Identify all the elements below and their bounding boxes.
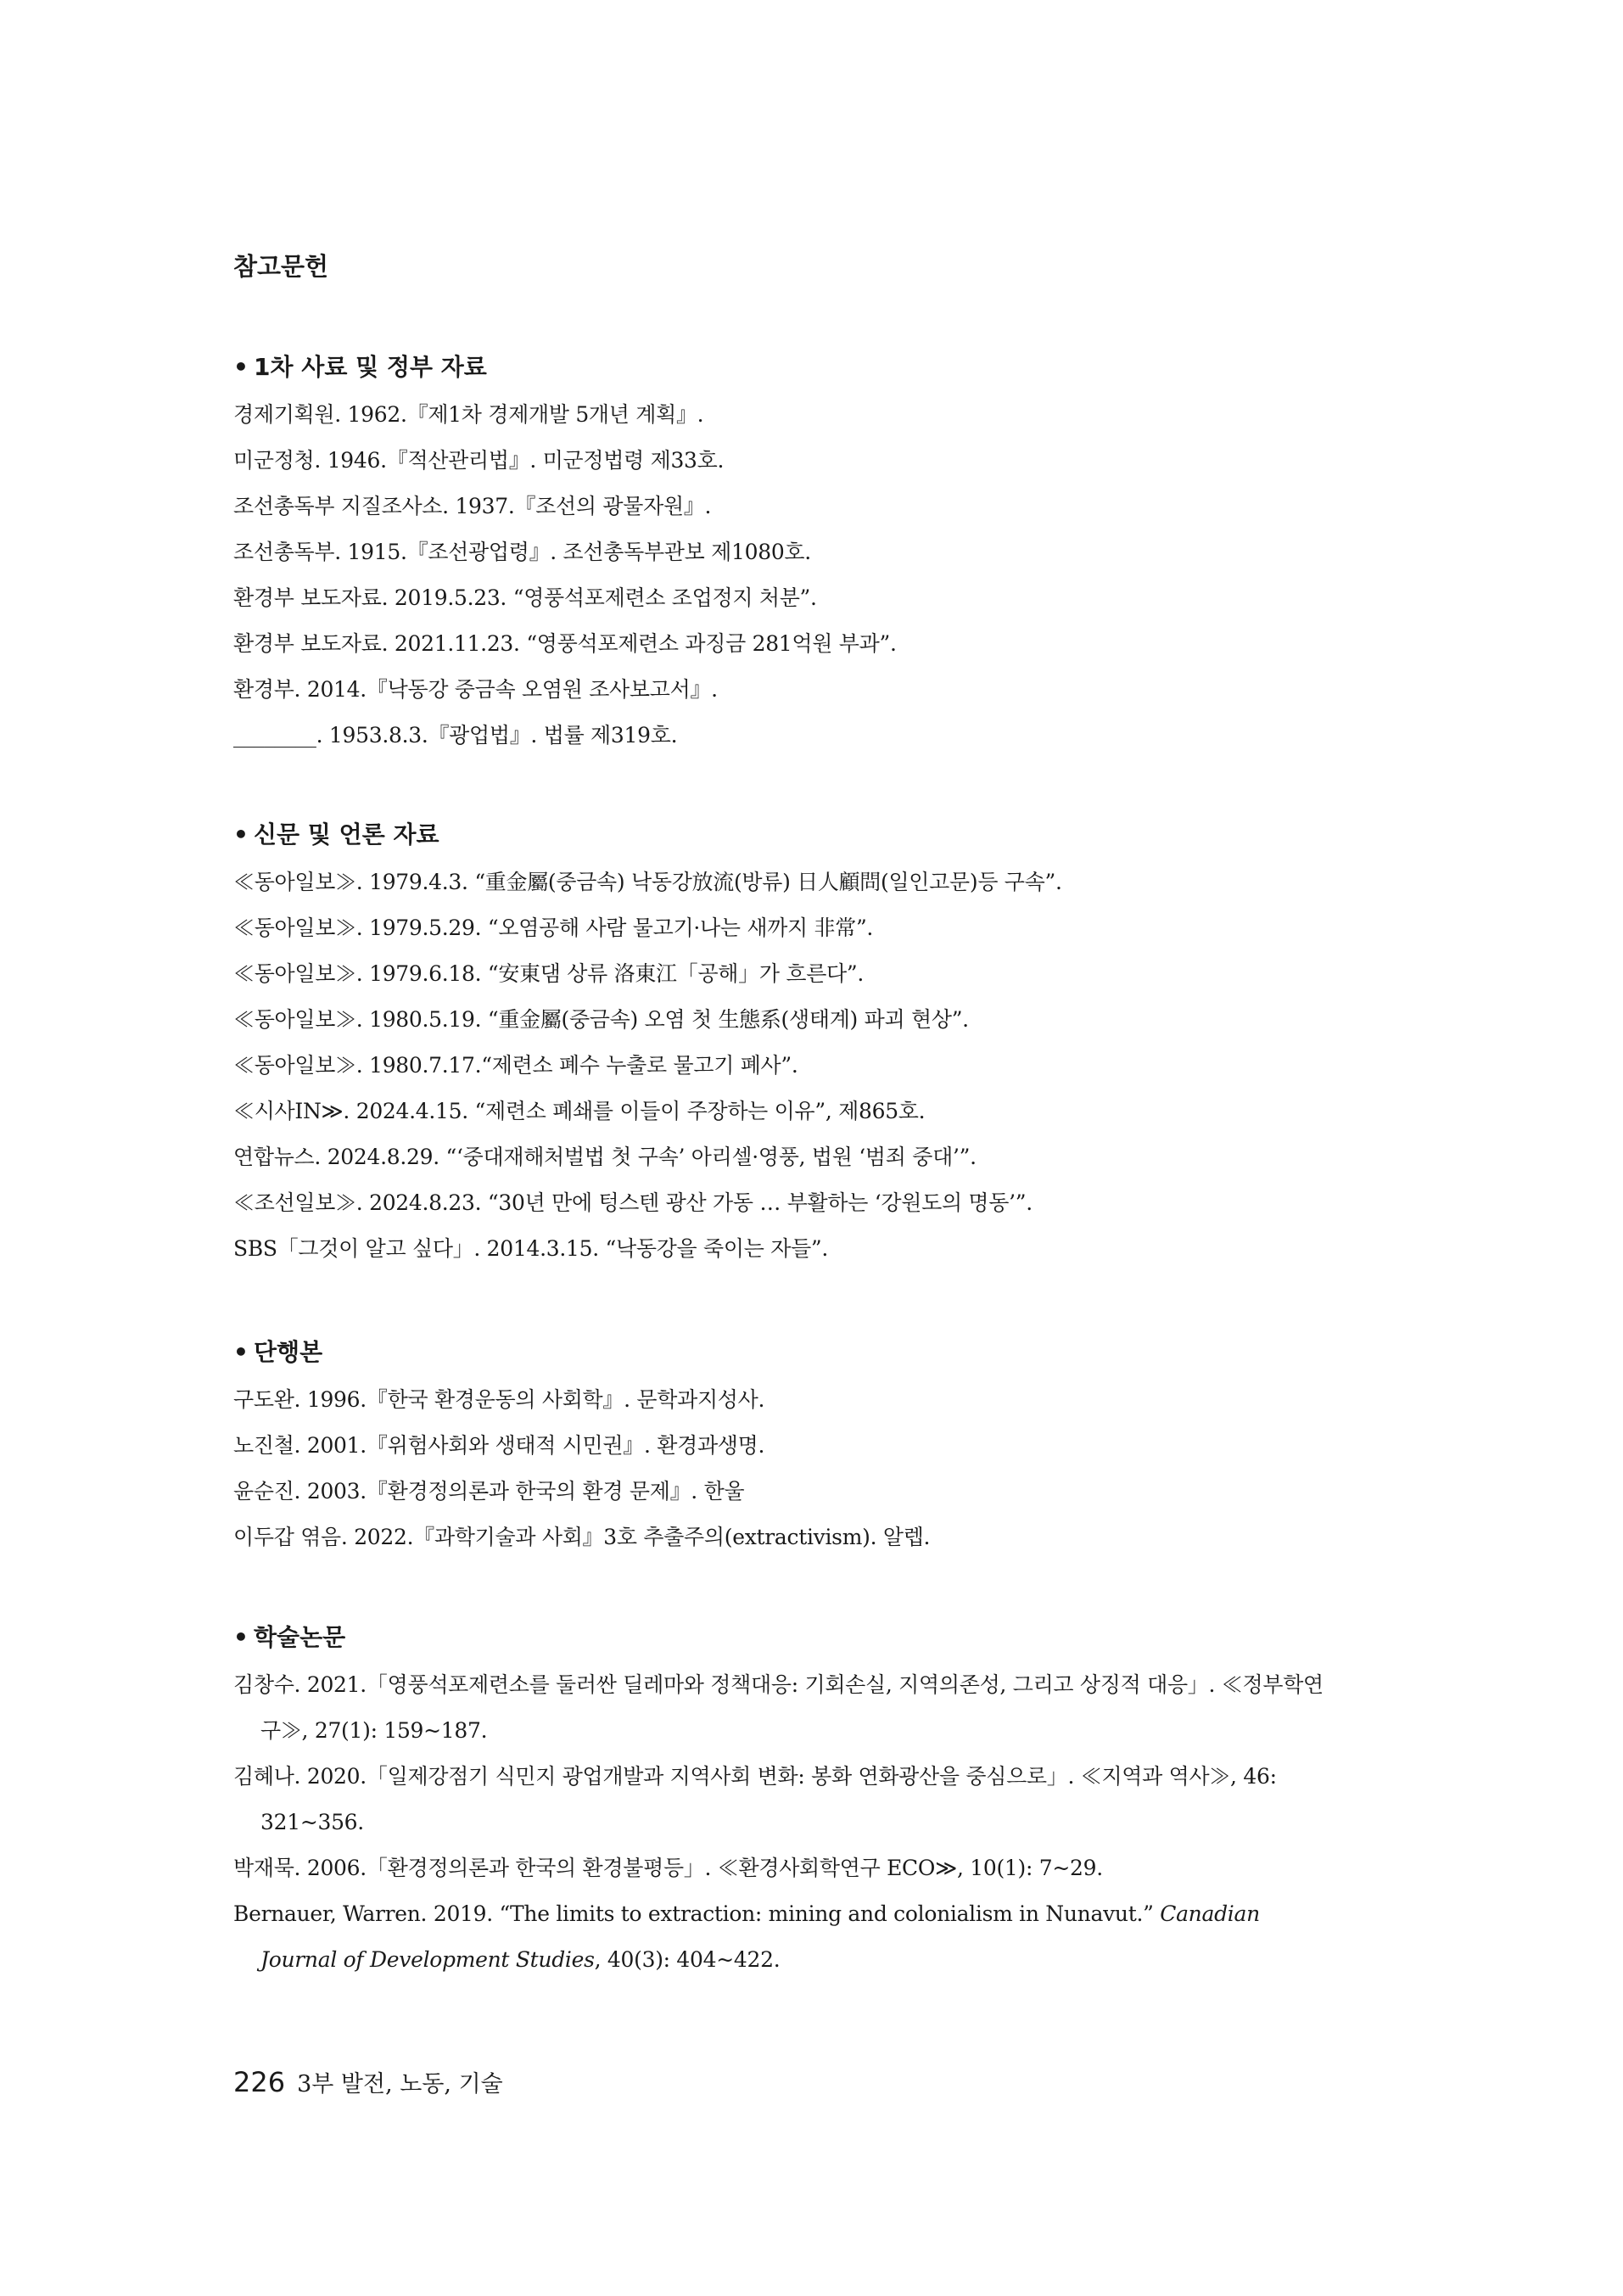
bullet-icon: • — [233, 1623, 249, 1651]
reference-entry: 환경부 보도자료. 2019.5.23. “영풍석포제련소 조업정지 처분”. — [233, 585, 817, 610]
reference-entry: 윤순진. 2003.『환경정의론과 한국의 환경 문제』. 한울 — [233, 1479, 745, 1504]
reference-entry: Bernauer, Warren. 2019. “The limits to extraction: mining and colonialism in Nunavut.” Canadian Journal of Development Studies, 40(3): 404~422. — [233, 1901, 1260, 1972]
reference-entry: ________. 1953.8.3.『광업법』. 법률 제319호. — [233, 723, 678, 748]
bullet-icon: • — [233, 820, 249, 848]
section-title: • 1차 사료 및 정부 자료 — [233, 343, 1328, 392]
reference-entry: 이두갑 엮음. 2022.『과학기술과 사회』3호 추출주의(extractivism). 알렙. — [233, 1525, 931, 1549]
section-title: • 신문 및 언론 자료 — [233, 810, 1328, 860]
reference-entry: ≪동아일보≫. 1980.5.19. “重金屬(중금속) 오염 첫 生態系(생태계) 파괴 현상”. — [233, 1007, 969, 1032]
running-title: 3부 발전, 노동, 기술 — [297, 2071, 503, 2097]
reference-entry: ≪동아일보≫. 1979.4.3. “重金屬(중금속) 낙동강放流(방류) 日人顧問(일인고문)등 구속”. — [233, 870, 1062, 894]
reference-entry: 노진철. 2001.『위험사회와 생태적 시민권』. 환경과생명. — [233, 1433, 765, 1458]
reference-entry: 김창수. 2021.「영풍석포제련소를 둘러싼 딜레마와 정책대응: 기회손실, 지역의존성, 그리고 상징적 대응」. ≪정부학연구≫, 27(1): 159~187. — [233, 1672, 1324, 1743]
reference-entry: ≪동아일보≫. 1979.6.18. “安東댐 상류 洛東江「공해」가 흐른다”. — [233, 961, 865, 986]
section-primary-sources — [233, 343, 1328, 759]
bullet-icon: • — [233, 353, 249, 381]
section-journal-articles — [233, 1613, 1328, 1983]
reference-entry: 환경부. 2014.『낙동강 중금속 오염원 조사보고서』. — [233, 677, 718, 702]
reference-entry: 연합뉴스. 2024.8.29. “‘중대재해처벌법 첫 구속’ 아리셀·영풍, 법원 ‘범죄 중대’”. — [233, 1145, 977, 1169]
reference-entry: 김혜나. 2020.「일제강점기 식민지 광업개발과 지역사회 변화: 봉화 연화광산을 중심으로」. ≪지역과 역사≫, 46: 321~356. — [233, 1764, 1277, 1834]
reference-entry: 조선총독부 지질조사소. 1937.『조선의 광물자원』. — [233, 494, 712, 518]
section-press-sources — [233, 810, 1328, 1272]
reference-entry: SBS「그것이 알고 싶다」. 2014.3.15. “낙동강을 죽이는 자들”. — [233, 1236, 829, 1261]
section-title: • 학술논문 — [233, 1613, 1328, 1662]
page-heading: 참고문헌 — [233, 252, 329, 281]
section-books — [233, 1328, 1328, 1560]
reference-entry: ≪동아일보≫. 1980.7.17.“제련소 폐수 누출로 물고기 폐사”. — [233, 1053, 798, 1078]
reference-entry: ≪조선일보≫. 2024.8.23. “30년 만에 텅스텐 광산 가동 … 부활하는 ‘강원도의 명동’”. — [233, 1190, 1033, 1215]
section-title: • 단행본 — [233, 1328, 1328, 1377]
reference-entry: 미군정청. 1946.『적산관리법』. 미군정법령 제33호. — [233, 448, 725, 473]
reference-entry: ≪동아일보≫. 1979.5.29. “오염공해 사람 물고기·나는 새까지 非常”. — [233, 916, 874, 940]
journal-title: Canadian Journal of Development Studies — [260, 1901, 1260, 1972]
reference-entry: 환경부 보도자료. 2021.11.23. “영풍석포제련소 과징금 281억원 부과”. — [233, 631, 897, 656]
bullet-icon: • — [233, 1338, 249, 1366]
reference-entry: 경제기획원. 1962.『제1차 경제개발 5개년 계획』. — [233, 402, 704, 427]
page-number: 226 — [233, 2066, 286, 2098]
page-footer — [233, 2065, 503, 2102]
reference-entry: 구도완. 1996.『한국 환경운동의 사회학』. 문학과지성사. — [233, 1387, 765, 1412]
reference-entry: 박재묵. 2006.「환경정의론과 한국의 환경불평등」. ≪환경사회학연구 ECO≫, 10(1): 7~29. — [233, 1856, 1103, 1880]
reference-entry: 조선총독부. 1915.『조선광업령』. 조선총독부관보 제1080호. — [233, 540, 811, 564]
reference-entry: ≪시사IN≫. 2024.4.15. “제련소 폐쇄를 이들이 주장하는 이유”, 제865호. — [233, 1099, 926, 1123]
